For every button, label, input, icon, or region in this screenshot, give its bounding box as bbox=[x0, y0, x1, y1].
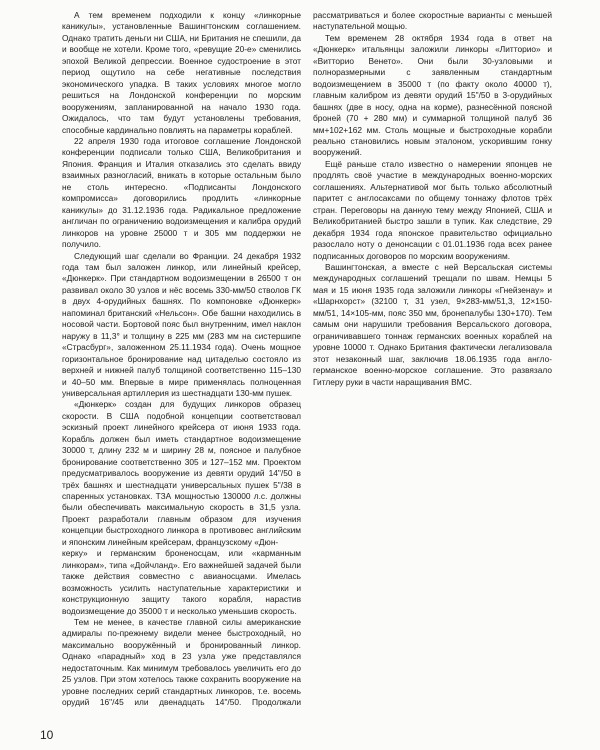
paragraph-continued: керку» и германским броненосцам, или «карманным линкорам», типа «Дойчланд». Его важнейшей задачей были также действия совместно с авианосцами. Имелась возможность усилить наступательные характеристики и конструкционную защиту такого корабля, нарастив водоизмещение до 35000 т и несколько уменьшив скорость. bbox=[62, 548, 301, 616]
paragraph: А тем временем подходили к концу «линкорные каникулы», установленные Вашингтонским соглашением. Однако тратить деньги ни США, ни Британия не спешили, да и вообще не хотели. Кроме того, «ревущие 20-е» сменились эпохой Великой депрессии. Военное судостроение в этот период ощутило на себе негативные последствия экономического упадка. В таких условиях многое могло решиться на Лондонской конференции по морским вооружениям, запланированной на начало 1930 года. Ожидалось, что там будут установлены требования, способные кардинально повлиять на параметры кораблей. bbox=[62, 10, 301, 135]
paragraph: Вашингтонская, а вместе с ней Версальская системы международных соглашений трещали по швам. Немцы 5 мая и 15 июня 1935 года заложили линкоры «Гнейзенау» и «Шарнхорст» (32100 т, 31 узел, 9×283-мм/51,3, 12×150-мм/51, 14×105-мм, пояс 350 мм, бронепалубы 130+170). Тем самым они нарушили требования Версальского договора, ограничивавшего тоннаж германских военных кораблей на уровне 10000 т. Однако Британия фактически легализовала этот незаконный шаг, заключив 18.06.1935 года англо-германское военно-морское соглашение. Это развязало Гитлеру руки в части наращивания ВМС. bbox=[313, 261, 552, 387]
paragraph: Тем не менее, в качестве главной силы американские адмиралы по-прежнему видели менее быстроходный, но максимально вооружённый и бронированный линкор. Однако «парадный» ход в 23 узла уже представлялся недостаточным. Как минимум требовалось увеличить его до 25 узлов. При этом хотелось также сохранить вооружение на уровне последних серий стандартных линкоров, т.е. восемь орудий 16"/45 или двенадцать 14"/50. Продолжали рассматриваться и более скоростные варианты с меньшей наступательной мощью. bbox=[62, 10, 552, 708]
paragraph: «Дюнкерк» создан для будущих линкоров образец скорости. В США подобной концепции соответствовал эскизный проект линейного крейсера от июня 1933 года. Корабль должен был иметь стандартное водоизмещение 30000 т, длину 232 м и ширину 28 м, поясное и палубное бронирование соответственно 305 и 127–152 мм. Проектом предусматривалось вооружение из девяти орудий 14"/50 в трёх башнях и шестнадцати универсальных пушек 5"/38 в спаренных установках. ТЗА мощностью 130000 л.с. должны были обеспечивать максимальную скорость в 31,5 узла. Проект разработали главным образом для изучения концепции быстроходного линкора в противовес английским и японским линейным крейсерам, французскому «Дюн- bbox=[62, 399, 301, 547]
paragraph: 22 апреля 1930 года итоговое соглашение Лондонской конференции подписали только США, Великобритания и Япония. Франция и Италия отказались это сделать ввиду взаимных разногласий, вникать в которые остальным было не столь интересно. «Подписанты Лондонского компромисса» договорились продлить «линкорные каникулы» до 31.12.1936 года. Радикальное предложение англичан по ограничению водоизмещения и калибра орудий линкоров на уровне 25000 т и 305 мм поддержки не получило. bbox=[62, 135, 301, 250]
paragraph: Ещё раньше стало известно о намерении японцев не продлять своё участие в международных военно-морских соглашениях. Альтернативой мог быть только абсолютный паритет с англосаксами по общему тоннажу флотов трёх стран. Переговоры на данную тему между Японией, США и Великобританией быстро зашли в тупик. Как следствие, 29 декабря 1934 года японское правительство официально разослало ноту о денонсации с 01.01.1936 года всех ранее подписанных договоров по морским вооружениям. bbox=[313, 158, 552, 261]
paragraph: Следующий шаг сделали во Франции. 24 декабря 1932 года там был заложен линкор, или линейный крейсер, «Дюнкерк». При стандартном водоизмещении в 26500 т он развивал около 30 узлов и нёс восемь 330-мм/50 стволов ГК в двух 4-орудийных башнях. По компоновке «Дюнкерк» напоминал британский «Нельсон». Обе башни находились в носовой части. Бортовой пояс был внутренним, имел наклон наружу в 11,3° и толщину в 225 мм (283 мм на систершипе «Страсбург», заложенном 25.11.1934 года). Очень мощное горизонтальное бронирование над цитаделью состояло из верхней и нижней палуб толщиной соответственно 115–130 и 40–50 мм. Впервые в мире применялась полноценная универсальная артиллерия из шестнадцати 130-мм пушек. bbox=[62, 250, 301, 398]
page-number: 10 bbox=[40, 728, 54, 742]
paragraph: Тем временем 28 октября 1934 года в ответ на «Дюнкерк» итальянцы заложили линкоры «Литторио» и «Витторио Венето». Они были 30-узловыми и полноразмерными с заявленным стандартным водоизмещением в 35000 т (по факту около 40000 т), главным калибром из девяти орудий 15"/50 в 3-орудийных башнях (две в носу, одна на корме), разнесённой поясной броней (70 + 280 мм) и суммарной толщиной палуб 36 мм+102+162 мм. Столь мощные и быстроходные корабли реально становились новым эталоном, ускорившим гонку вооружений. bbox=[313, 32, 552, 158]
text-columns bbox=[62, 10, 552, 710]
